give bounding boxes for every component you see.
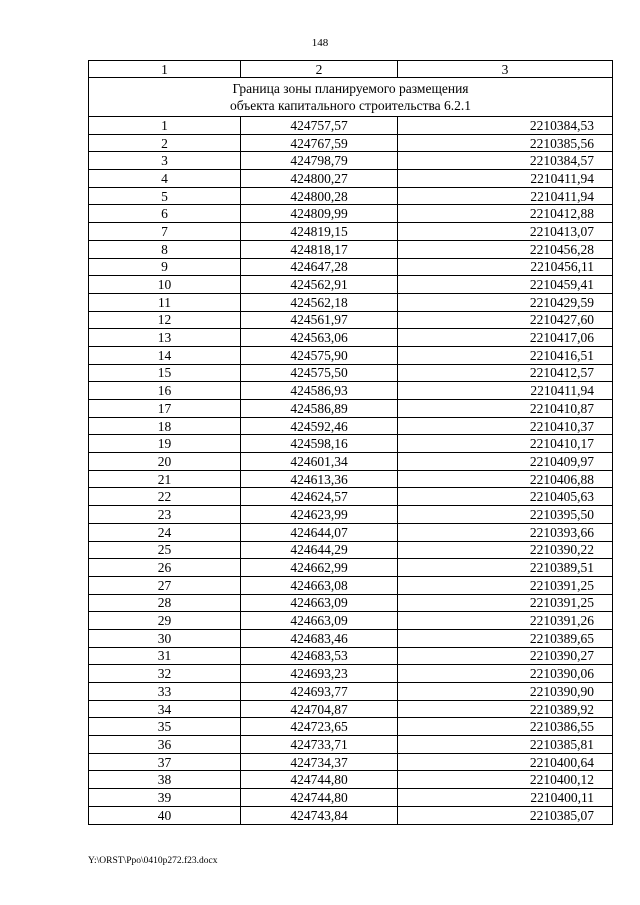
table-row [89,506,613,524]
x-coordinate-cell: 424647,28 [241,258,398,276]
point-number-cell: 23 [89,506,241,524]
point-number-cell: 31 [89,647,241,665]
point-number-cell: 38 [89,771,241,789]
y-coordinate-cell: 2210386,55 [398,718,613,736]
y-coordinate-cell: 2210385,07 [398,806,613,824]
point-number-cell: 20 [89,453,241,471]
y-coordinate-cell: 2210391,26 [398,612,613,630]
x-coordinate-cell: 424743,84 [241,806,398,824]
y-coordinate-cell: 2210389,92 [398,700,613,718]
table-row [89,629,613,647]
point-number-cell: 36 [89,736,241,754]
table-row [89,453,613,471]
x-coordinate-cell: 424575,50 [241,364,398,382]
point-number-cell: 2 [89,134,241,152]
point-number-cell: 25 [89,541,241,559]
y-coordinate-cell: 2210413,07 [398,223,613,241]
table-row [89,187,613,205]
x-coordinate-cell: 424733,71 [241,736,398,754]
x-coordinate-cell: 424744,80 [241,771,398,789]
x-coordinate-cell: 424734,37 [241,753,398,771]
table-row [89,806,613,824]
y-coordinate-cell: 2210390,06 [398,665,613,683]
y-coordinate-cell: 2210389,65 [398,629,613,647]
table-row [89,718,613,736]
x-coordinate-cell: 424693,77 [241,683,398,701]
section-title [89,78,613,117]
y-coordinate-cell: 2210390,22 [398,541,613,559]
table-row [89,665,613,683]
point-number-cell: 17 [89,400,241,418]
table-row [89,134,613,152]
table-header-row [89,61,613,78]
coordinates-table [88,60,613,825]
y-coordinate-cell: 2210410,17 [398,435,613,453]
section-title-row [89,78,613,117]
x-coordinate-cell: 424723,65 [241,718,398,736]
point-number-cell: 28 [89,594,241,612]
section-title-line1: Граница зоны планируемого размещения [232,81,469,96]
point-number-cell: 26 [89,559,241,577]
table-row [89,736,613,754]
point-number-cell: 40 [89,806,241,824]
table-row [89,470,613,488]
y-coordinate-cell: 2210389,51 [398,559,613,577]
y-coordinate-cell: 2210410,87 [398,400,613,418]
point-number-cell: 16 [89,382,241,400]
point-number-cell: 3 [89,152,241,170]
y-coordinate-cell: 2210410,37 [398,417,613,435]
table-row [89,329,613,347]
y-coordinate-cell: 2210411,94 [398,382,613,400]
point-number-cell: 11 [89,293,241,311]
x-coordinate-cell: 424704,87 [241,700,398,718]
x-coordinate-cell: 424575,90 [241,346,398,364]
y-coordinate-cell: 2210411,94 [398,170,613,188]
x-coordinate-cell: 424663,09 [241,594,398,612]
y-coordinate-cell: 2210400,64 [398,753,613,771]
y-coordinate-cell: 2210412,57 [398,364,613,382]
point-number-cell: 14 [89,346,241,364]
table-row [89,400,613,418]
point-number-cell: 21 [89,470,241,488]
point-number-cell: 22 [89,488,241,506]
y-coordinate-cell: 2210412,88 [398,205,613,223]
table-row [89,753,613,771]
x-coordinate-cell: 424562,18 [241,293,398,311]
x-coordinate-cell: 424767,59 [241,134,398,152]
point-number-cell: 4 [89,170,241,188]
file-path-footer: Y:\ORST\Ppo\0410p272.f23.docx [88,856,218,866]
table-row [89,223,613,241]
y-coordinate-cell: 2210384,57 [398,152,613,170]
table-row [89,346,613,364]
point-number-cell: 6 [89,205,241,223]
y-coordinate-cell: 2210384,53 [398,117,613,135]
point-number-cell: 34 [89,700,241,718]
table-row [89,152,613,170]
y-coordinate-cell: 2210456,11 [398,258,613,276]
y-coordinate-cell: 2210427,60 [398,311,613,329]
point-number-cell: 35 [89,718,241,736]
point-number-cell: 37 [89,753,241,771]
y-coordinate-cell: 2210405,63 [398,488,613,506]
x-coordinate-cell: 424623,99 [241,506,398,524]
x-coordinate-cell: 424818,17 [241,240,398,258]
point-number-cell: 32 [89,665,241,683]
y-coordinate-cell: 2210385,81 [398,736,613,754]
x-coordinate-cell: 424586,93 [241,382,398,400]
x-coordinate-cell: 424563,06 [241,329,398,347]
section-title-line2: объекта капитального строительства 6.2.1 [229,98,472,113]
header-cell-2: 2 [241,61,398,78]
point-number-cell: 24 [89,523,241,541]
x-coordinate-cell: 424613,36 [241,470,398,488]
y-coordinate-cell: 2210456,28 [398,240,613,258]
y-coordinate-cell: 2210385,56 [398,134,613,152]
table-row [89,364,613,382]
table-row [89,647,613,665]
point-number-cell: 1 [89,117,241,135]
table-row [89,771,613,789]
header-cell-3: 3 [398,61,613,78]
x-coordinate-cell: 424624,57 [241,488,398,506]
table-row [89,258,613,276]
point-number-cell: 9 [89,258,241,276]
point-number-cell: 10 [89,276,241,294]
table-row [89,612,613,630]
y-coordinate-cell: 2210409,97 [398,453,613,471]
y-coordinate-cell: 2210417,06 [398,329,613,347]
y-coordinate-cell: 2210391,25 [398,576,613,594]
y-coordinate-cell: 2210400,12 [398,771,613,789]
table-row [89,170,613,188]
x-coordinate-cell: 424562,91 [241,276,398,294]
table-row [89,541,613,559]
table-row [89,700,613,718]
point-number-cell: 30 [89,629,241,647]
table-row [89,523,613,541]
point-number-cell: 12 [89,311,241,329]
table-row [89,205,613,223]
table-row [89,594,613,612]
point-number-cell: 39 [89,789,241,807]
x-coordinate-cell: 424800,27 [241,170,398,188]
y-coordinate-cell: 2210393,66 [398,523,613,541]
point-number-cell: 19 [89,435,241,453]
table-row [89,276,613,294]
x-coordinate-cell: 424601,34 [241,453,398,471]
table-row [89,382,613,400]
y-coordinate-cell: 2210411,94 [398,187,613,205]
x-coordinate-cell: 424663,09 [241,612,398,630]
table-row [89,240,613,258]
x-coordinate-cell: 424598,16 [241,435,398,453]
x-coordinate-cell: 424744,80 [241,789,398,807]
x-coordinate-cell: 424663,08 [241,576,398,594]
point-number-cell: 13 [89,329,241,347]
table-row [89,488,613,506]
y-coordinate-cell: 2210390,27 [398,647,613,665]
x-coordinate-cell: 424693,23 [241,665,398,683]
x-coordinate-cell: 424819,15 [241,223,398,241]
x-coordinate-cell: 424809,99 [241,205,398,223]
x-coordinate-cell: 424757,57 [241,117,398,135]
x-coordinate-cell: 424592,46 [241,417,398,435]
point-number-cell: 29 [89,612,241,630]
y-coordinate-cell: 2210400,11 [398,789,613,807]
y-coordinate-cell: 2210429,59 [398,293,613,311]
table-row [89,293,613,311]
point-number-cell: 7 [89,223,241,241]
y-coordinate-cell: 2210406,88 [398,470,613,488]
x-coordinate-cell: 424644,07 [241,523,398,541]
table-row [89,417,613,435]
point-number-cell: 15 [89,364,241,382]
point-number-cell: 18 [89,417,241,435]
table-row [89,683,613,701]
table-row [89,117,613,135]
x-coordinate-cell: 424561,97 [241,311,398,329]
table-row [89,789,613,807]
x-coordinate-cell: 424662,99 [241,559,398,577]
table-row [89,435,613,453]
header-cell-1: 1 [89,61,241,78]
x-coordinate-cell: 424644,29 [241,541,398,559]
point-number-cell: 5 [89,187,241,205]
table-row [89,559,613,577]
x-coordinate-cell: 424798,79 [241,152,398,170]
y-coordinate-cell: 2210459,41 [398,276,613,294]
y-coordinate-cell: 2210391,25 [398,594,613,612]
table-row [89,576,613,594]
y-coordinate-cell: 2210390,90 [398,683,613,701]
point-number-cell: 33 [89,683,241,701]
point-number-cell: 8 [89,240,241,258]
y-coordinate-cell: 2210416,51 [398,346,613,364]
point-number-cell: 27 [89,576,241,594]
x-coordinate-cell: 424683,53 [241,647,398,665]
table-row [89,311,613,329]
x-coordinate-cell: 424800,28 [241,187,398,205]
page-number: 148 [311,37,329,49]
y-coordinate-cell: 2210395,50 [398,506,613,524]
x-coordinate-cell: 424683,46 [241,629,398,647]
x-coordinate-cell: 424586,89 [241,400,398,418]
